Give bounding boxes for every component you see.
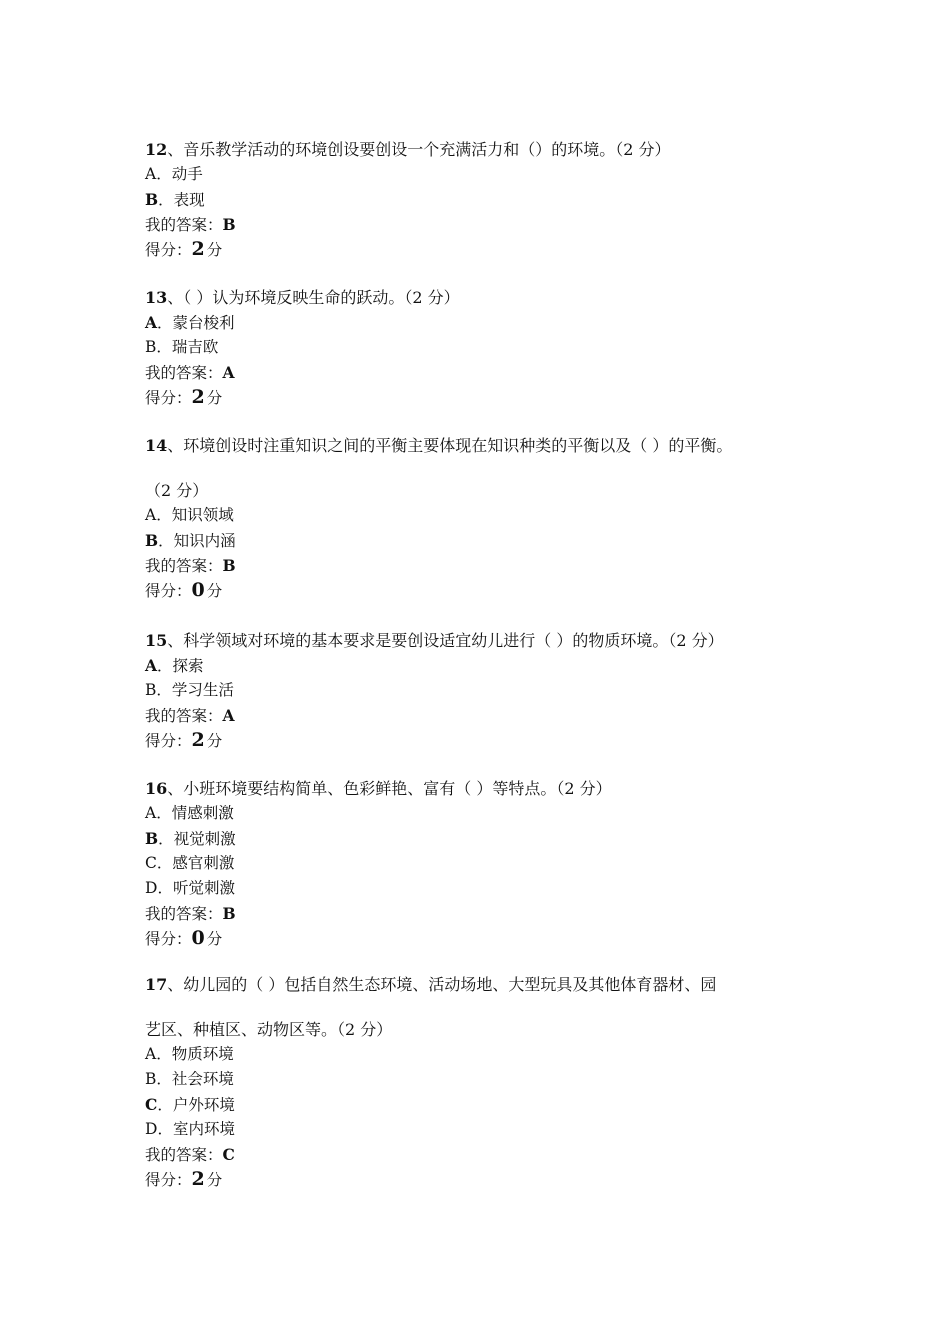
question-number: 14 <box>145 436 168 455</box>
score-label: 得分： <box>145 389 192 407</box>
option-letter: C <box>145 1095 158 1114</box>
answer-value: B <box>222 556 236 575</box>
score <box>145 1167 845 1192</box>
option-letter: A <box>145 1045 157 1063</box>
option-letter: B <box>145 1070 157 1088</box>
answer-label: 我的答案： <box>145 707 223 725</box>
option-b: B．社会环境 <box>145 1070 234 1088</box>
my-answer <box>145 212 845 237</box>
score-value: 2 <box>191 238 205 260</box>
answer-label: 我的答案： <box>145 216 223 234</box>
option-letter: B <box>145 190 159 209</box>
question-text: （ ）认为环境反映生命的跃动。（2 分） <box>183 288 460 307</box>
question-stem <box>145 776 845 801</box>
option-letter: A <box>145 506 157 524</box>
answer-label: 我的答案： <box>145 1146 223 1164</box>
option-a: A．动手 <box>145 165 203 183</box>
option-text: 情感刺激 <box>171 804 234 822</box>
question-text: 幼儿园的（ ）包括自然生态环境、活动场地、大型玩具及其他体育器材、园 <box>183 975 717 994</box>
option-letter: B <box>145 681 157 699</box>
option-letter: B <box>145 531 159 550</box>
option-text: 知识内涵 <box>173 532 236 550</box>
option-text: 表现 <box>173 191 205 209</box>
option-text: 感官刺激 <box>172 854 235 872</box>
question-16 <box>145 776 845 951</box>
score-unit: 分 <box>206 732 223 750</box>
option-text: 视觉刺激 <box>173 830 236 848</box>
question-stem <box>145 433 845 458</box>
option-d: D．室内环境 <box>145 1120 235 1138</box>
score-label: 得分： <box>145 582 192 600</box>
option-letter: A <box>145 313 158 332</box>
my-answer <box>145 1142 845 1167</box>
score-value: 0 <box>191 927 205 949</box>
question-text: 小班环境要结构简单、色彩鲜艳、富有（ ）等特点。（2 分） <box>183 779 612 798</box>
option-letter: A <box>145 165 157 183</box>
question-stem <box>145 628 845 653</box>
option-text: 学习生活 <box>171 681 234 699</box>
answer-value: C <box>222 1145 235 1164</box>
option-b: B．知识内涵 <box>145 531 236 550</box>
option-a: A．物质环境 <box>145 1045 234 1063</box>
option-text: 社会环境 <box>171 1070 234 1088</box>
question-number: 16 <box>145 779 168 798</box>
option-letter: A <box>145 656 158 675</box>
question-13 <box>145 285 845 410</box>
question-number: 13 <box>145 288 168 307</box>
answer-value: B <box>222 904 236 923</box>
question-15 <box>145 628 845 753</box>
question-17 <box>145 972 845 1192</box>
score-unit: 分 <box>206 241 223 259</box>
question-number: 12 <box>145 140 168 159</box>
my-answer <box>145 553 845 578</box>
my-answer <box>145 360 845 385</box>
question-text: 环境创设时注重知识之间的平衡主要体现在知识种类的平衡以及（ ）的平衡。 <box>183 436 733 455</box>
score-unit: 分 <box>206 389 223 407</box>
question-number: 15 <box>145 631 168 650</box>
question-text: 音乐教学活动的环境创设要创设一个充满活力和（）的环境。（2 分） <box>183 140 671 159</box>
option-text: 户外环境 <box>172 1096 235 1114</box>
option-letter: D <box>145 879 158 897</box>
option-text: 室内环境 <box>172 1120 235 1138</box>
option-a: A．情感刺激 <box>145 804 234 822</box>
score-unit: 分 <box>206 1171 223 1189</box>
option-text: 瑞吉欧 <box>171 338 219 356</box>
score <box>145 237 845 262</box>
my-answer <box>145 703 845 728</box>
score-label: 得分： <box>145 1171 192 1189</box>
score-unit: 分 <box>206 930 223 948</box>
option-b: B．表现 <box>145 190 205 209</box>
question-separator: 、 <box>167 436 184 455</box>
score-label: 得分： <box>145 930 192 948</box>
option-b: B．学习生活 <box>145 681 234 699</box>
question-separator: 、 <box>167 779 184 798</box>
question-stem-continued: 艺区、种植区、动物区等。（2 分） <box>145 1020 393 1039</box>
option-text: 蒙台梭利 <box>172 314 235 332</box>
option-text: 动手 <box>171 165 203 183</box>
option-b: B．视觉刺激 <box>145 829 236 848</box>
question-12 <box>145 137 845 262</box>
option-letter: B <box>145 829 159 848</box>
score-value: 2 <box>191 1168 205 1190</box>
answer-label: 我的答案： <box>145 905 223 923</box>
option-letter: A <box>145 804 157 822</box>
score <box>145 578 845 603</box>
answer-label: 我的答案： <box>145 557 223 575</box>
option-c: C．户外环境 <box>145 1095 235 1114</box>
option-d: D．听觉刺激 <box>145 879 235 897</box>
my-answer <box>145 901 845 926</box>
answer-value: A <box>222 706 235 725</box>
score-label: 得分： <box>145 732 192 750</box>
score <box>145 926 845 951</box>
option-text: 探索 <box>172 657 204 675</box>
option-b: B．瑞吉欧 <box>145 338 219 356</box>
option-c: C．感官刺激 <box>145 854 235 872</box>
option-text: 听觉刺激 <box>172 879 235 897</box>
option-a: A．知识领域 <box>145 506 234 524</box>
question-14 <box>145 433 845 603</box>
score <box>145 385 845 410</box>
question-stem-continued: （2 分） <box>145 481 209 500</box>
option-text: 知识领域 <box>171 506 234 524</box>
option-letter: C <box>145 854 157 872</box>
question-stem <box>145 137 845 162</box>
question-text: 科学领域对环境的基本要求是要创设适宜幼儿进行（ ）的物质环境。（2 分） <box>183 631 724 650</box>
question-number: 17 <box>145 975 168 994</box>
option-letter: B <box>145 338 157 356</box>
question-separator: 、 <box>167 631 184 650</box>
score <box>145 728 845 753</box>
answer-label: 我的答案： <box>145 364 223 382</box>
option-letter: D <box>145 1120 158 1138</box>
option-text: 物质环境 <box>171 1045 234 1063</box>
option-a: A．探索 <box>145 656 204 675</box>
question-separator: 、 <box>167 288 184 307</box>
score-unit: 分 <box>206 582 223 600</box>
score-value: 2 <box>191 729 205 751</box>
question-stem <box>145 285 845 310</box>
question-separator: 、 <box>167 975 184 994</box>
question-stem <box>145 972 845 997</box>
question-separator: 、 <box>167 140 184 159</box>
answer-value: A <box>222 363 235 382</box>
option-a: A．蒙台梭利 <box>145 313 235 332</box>
score-label: 得分： <box>145 241 192 259</box>
score-value: 2 <box>191 386 205 408</box>
answer-value: B <box>222 215 236 234</box>
score-value: 0 <box>191 579 205 601</box>
